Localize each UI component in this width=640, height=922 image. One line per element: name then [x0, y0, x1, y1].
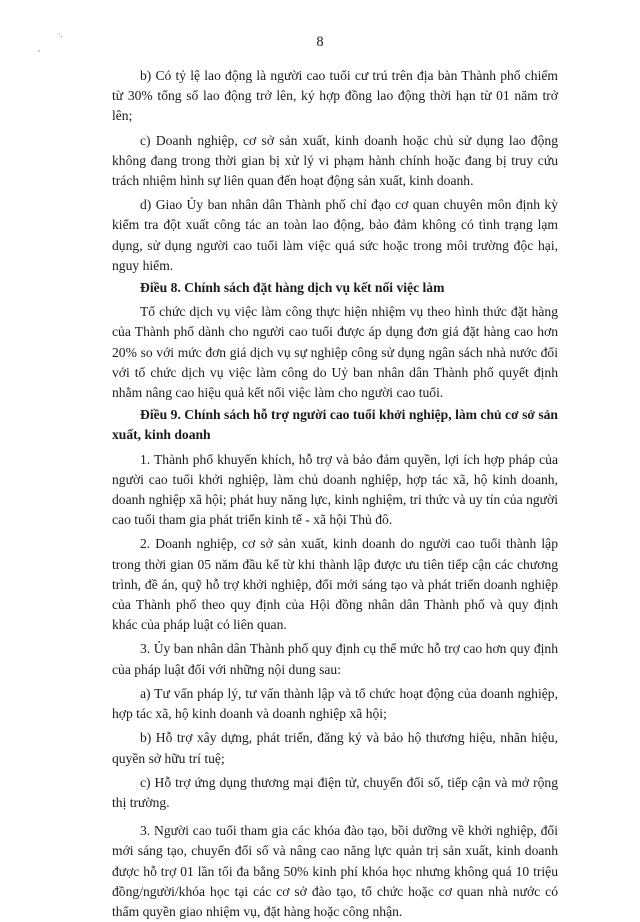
article-9-heading: Điều 9. Chính sách hỗ trợ người cao tuổi khởi nghiệp, làm chủ cơ sở sản xuất, kinh doanh: [112, 407, 558, 443]
article-8-heading: Điều 8. Chính sách đặt hàng dịch vụ kết nối việc làm: [140, 280, 445, 296]
document-body: [112, 66, 558, 922]
paragraph-7d: d) Giao Ủy ban nhân dân Thành phố chỉ đạo cơ quan chuyên môn định kỳ kiểm tra đột xuất công tác an toàn lao động, bảo đảm không có tình trạng lạm dụng, sử dụng người cao tuổi làm việc quá sức hoặc trong môi trường độc hại, nguy hiểm.: [112, 197, 558, 273]
paragraph-9-3: 3. Ủy ban nhân dân Thành phố quy định cụ thể mức hỗ trợ cao hơn quy định của pháp luật đối với những nội dung sau:: [112, 641, 558, 677]
paragraph-7c: c) Doanh nghiệp, cơ sở sản xuất, kinh doanh hoặc chủ sử dụng lao động không đang trong thời gian bị xử lý vi phạm hành chính hoặc đang bị truy cứu trách nhiệm hình sự liên quan đến hoạt động sản xuất, kinh doanh.: [112, 132, 558, 189]
paragraph-9-3-training: 3. Người cao tuổi tham gia các khóa đào tạo, bồi dưỡng về khởi nghiệp, đổi mới sáng tạo, chuyển đổi số và nâng cao năng lực quản trị sản xuất, kinh doanh được hỗ trợ 01 lần tối đa bằng 50% kinh phí khóa học nhưng không quá 10 triệu đồng/người/khóa học tại các cơ sở đào tạo, tổ chức hoặc cơ quan nhà nước có thẩm quyền giao nhiệm vụ, đặt hàng hoặc công nhận.: [112, 823, 558, 919]
paragraph-9-3c: c) Hỗ trợ ứng dụng thương mại điện tử, chuyển đổi số, tiếp cận và mở rộng thị trường.: [112, 774, 558, 810]
paragraph-9-1: 1. Thành phố khuyến khích, hỗ trợ và bảo đảm quyền, lợi ích hợp pháp của người cao tuổi khởi nghiệp, làm chủ doanh nghiệp, hợp tác xã, hộ kinh doanh, doanh nghiệp xã hội; phát huy năng lực, kinh nghiệm, tri thức và uy tín của người cao tuổi tham gia phát triển kinh tế - xã hội Thủ đô.: [112, 451, 558, 528]
paragraph-9-3a: a) Tư vấn pháp lý, tư vấn thành lập và tổ chức hoạt động của doanh nghiệp, hợp tác xã, hộ kinh doanh và doanh nghiệp xã hội;: [112, 685, 558, 722]
paragraph-9-2: 2. Doanh nghiệp, cơ sở sản xuất, kinh doanh do người cao tuổi thành lập trong thời gian 05 năm đầu kể từ khi thành lập được ưu tiên tiếp cận các chương trình, đề án, quỹ hỗ trợ khởi nghiệp, đổi mới sáng tạo và phát triển doanh nghiệp của Thành phố theo quy định của Hội đồng nhân dân Thành phố và quy định khác của pháp luật có liên quan.: [112, 536, 558, 633]
paragraph-7b: b) Có tỷ lệ lao động là người cao tuổi cư trú trên địa bàn Thành phố chiếm từ 30% tổng số lao động trở lên, ký hợp đồng lao động thời hạn từ 01 năm trở lên;: [112, 68, 558, 124]
scan-speck: ·.: [58, 30, 63, 39]
paragraph-9-3b: b) Hỗ trợ xây dựng, phát triển, đăng ký và bảo hộ thương hiệu, nhãn hiệu, quyền sở hữu trí tuệ;: [112, 730, 558, 766]
page-number: 8: [316, 34, 324, 50]
scan-speck: ,: [38, 44, 40, 53]
paragraph-8-body: Tổ chức dịch vụ việc làm công thực hiện nhiệm vụ theo hình thức đặt hàng của Thành phố dành cho người cao tuổi được áp dụng đơn giá đặt hàng cao hơn 20% so với mức đơn giá dịch vụ sự nghiệp công sử dụng ngân sách nhà nước đối với tổ chức dịch vụ việc làm công do Uỷ ban nhân dân Thành phố quyết định nhằm nâng cao hiệu quả kết nối việc làm cho người cao tuổi.: [112, 304, 558, 401]
